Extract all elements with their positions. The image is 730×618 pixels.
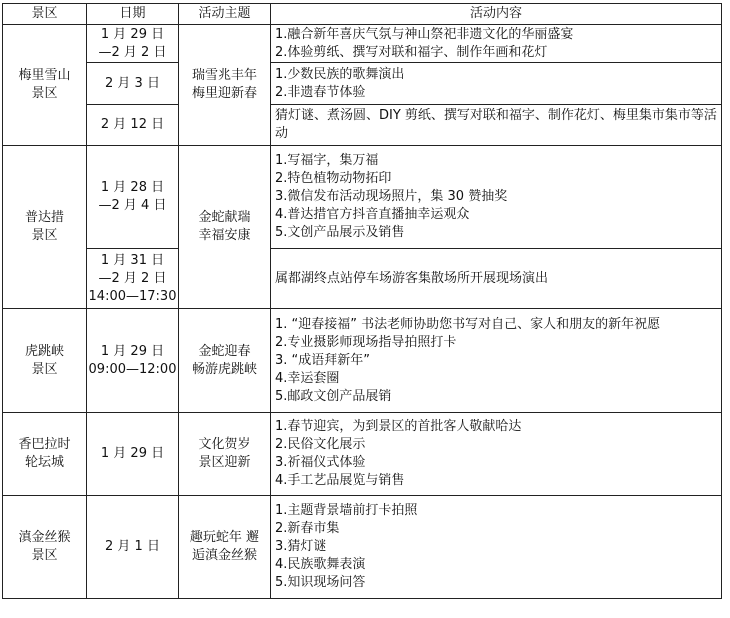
date-text: 1 月 31 日 xyxy=(100,252,165,268)
area-name: 景区 xyxy=(31,361,58,377)
content-line: 1.春节迎宾，为到景区的首批客人敬献哈达 xyxy=(275,419,522,434)
content-line: 3.祈福仪式体验 xyxy=(275,455,366,470)
header-theme: 活动主题 xyxy=(179,4,271,25)
content-line: 5.知识现场问答 xyxy=(275,575,366,590)
date-text: 09:00—12:00 xyxy=(88,361,177,377)
table-row xyxy=(3,146,722,249)
theme-cell xyxy=(179,146,271,309)
theme-text: 幸福安康 xyxy=(198,228,251,243)
date-cell xyxy=(87,63,179,105)
content-line: 3.猜灯谜 xyxy=(275,539,327,554)
date-text: 1 月 29 日 xyxy=(100,343,165,359)
content-line: 2.体验剪纸、撰写对联和福字、制作年画和花灯 xyxy=(275,44,548,60)
date-cell xyxy=(87,413,179,496)
date-text: —2 月 4 日 xyxy=(98,198,167,213)
content-line: 1.主题背景墙前打卡拍照 xyxy=(275,503,418,518)
area-name: 景区 xyxy=(31,228,58,243)
theme-cell xyxy=(179,413,271,496)
header-area: 景区 xyxy=(3,4,87,25)
theme-text: 梅里迎新春 xyxy=(191,86,257,101)
date-text: —2 月 2 日 xyxy=(98,44,167,60)
theme-text: 瑞雪兆丰年 xyxy=(191,68,257,83)
content-line: 3. “成语拜新年” xyxy=(275,352,371,368)
theme-text: 逅滇金丝猴 xyxy=(191,548,257,563)
table-row xyxy=(3,309,722,413)
header-row xyxy=(3,4,722,25)
content-line: 4.民族歌舞表演 xyxy=(275,557,366,572)
theme-text: 文化贺岁 xyxy=(198,437,251,452)
date-cell xyxy=(87,146,179,249)
area-name: 梅里雪山 xyxy=(18,68,71,83)
area-name: 景区 xyxy=(31,86,58,101)
date-text: —2 月 2 日 xyxy=(98,270,167,286)
header-content: 活动内容 xyxy=(271,4,722,25)
content-line: 1. “迎春接福” 书法老师协助您书写对自己、家人和朋友的新年祝愿 xyxy=(275,316,661,332)
content-cell xyxy=(271,309,722,413)
content-cell xyxy=(271,249,722,309)
content-line: 1.少数民族的歌舞演出 xyxy=(275,66,405,82)
date-cell xyxy=(87,249,179,309)
theme-cell xyxy=(179,309,271,413)
content-line: 1.写福字，集万福 xyxy=(275,153,379,168)
table-row xyxy=(3,105,722,146)
content-line: 4.普达措官方抖音直播抽幸运观众 xyxy=(275,207,470,222)
area-name: 香巴拉时 xyxy=(18,437,71,452)
content-line: 4.幸运套圈 xyxy=(275,370,340,386)
content-cell xyxy=(271,25,722,63)
content-line: 2.新春市集 xyxy=(275,521,340,536)
content-cell xyxy=(271,63,722,105)
content-line: 2.专业摄影师现场指导拍照打卡 xyxy=(275,334,457,350)
content-line: 2.特色植物动物拓印 xyxy=(275,171,392,186)
table-row xyxy=(3,496,722,599)
activity-schedule-table xyxy=(2,3,722,599)
date-cell xyxy=(87,496,179,599)
area-name: 景区 xyxy=(31,548,58,563)
date-text: 2 月 1 日 xyxy=(105,539,160,554)
theme-cell xyxy=(179,25,271,146)
content-line: 5.文创产品展示及销售 xyxy=(275,225,405,240)
area-name: 普达措 xyxy=(24,210,64,225)
area-name: 轮坛城 xyxy=(24,455,64,470)
theme-cell xyxy=(179,496,271,599)
content-cell xyxy=(271,146,722,249)
area-cell xyxy=(3,309,87,413)
content-cell xyxy=(271,413,722,496)
date-text: 1 月 29 日 xyxy=(100,26,165,42)
area-name: 虎跳峡 xyxy=(24,343,64,359)
theme-text: 畅游虎跳峡 xyxy=(191,361,257,377)
content-cell xyxy=(271,105,722,146)
date-cell xyxy=(87,105,179,146)
content-line: 5.邮政文创产品展销 xyxy=(275,388,392,404)
area-cell xyxy=(3,25,87,146)
date-text: 14:00—17:30 xyxy=(88,288,177,304)
area-cell xyxy=(3,146,87,309)
content-line: 2.民俗文化展示 xyxy=(275,437,366,452)
theme-text: 趣玩蛇年 邂 xyxy=(189,530,260,545)
header-date: 日期 xyxy=(87,4,179,25)
content-line: 3.微信发布活动现场照片，集 30 赞抽奖 xyxy=(275,189,508,204)
area-cell xyxy=(3,413,87,496)
area-cell xyxy=(3,496,87,599)
date-cell xyxy=(87,25,179,63)
content-cell xyxy=(271,496,722,599)
theme-text: 金蛇献瑞 xyxy=(198,210,251,225)
date-text: 1 月 29 日 xyxy=(100,446,165,461)
table-row xyxy=(3,63,722,105)
content-line: 猜灯谜、煮汤圆、DIY 剪纸、撰写对联和福字、制作花灯、梅里集市集市等活动 xyxy=(275,108,717,141)
content-line: 属都湖终点站停车场游客集散场所开展现场演出 xyxy=(275,270,549,286)
theme-text: 金蛇迎春 xyxy=(198,343,251,359)
table-row xyxy=(3,249,722,309)
date-text: 2 月 3 日 xyxy=(105,75,160,91)
content-line: 2.非遗春节体验 xyxy=(275,84,366,100)
date-text: 1 月 28 日 xyxy=(100,180,165,195)
date-cell xyxy=(87,309,179,413)
area-name: 滇金丝猴 xyxy=(18,530,71,545)
date-text: 2 月 12 日 xyxy=(100,117,165,132)
theme-text: 景区迎新 xyxy=(198,455,251,470)
content-line: 4.手工艺品展览与销售 xyxy=(275,473,405,488)
table-row xyxy=(3,25,722,63)
table-row xyxy=(3,413,722,496)
content-line: 1.融合新年喜庆气氛与神山祭祀非遗文化的华丽盛宴 xyxy=(275,26,574,42)
